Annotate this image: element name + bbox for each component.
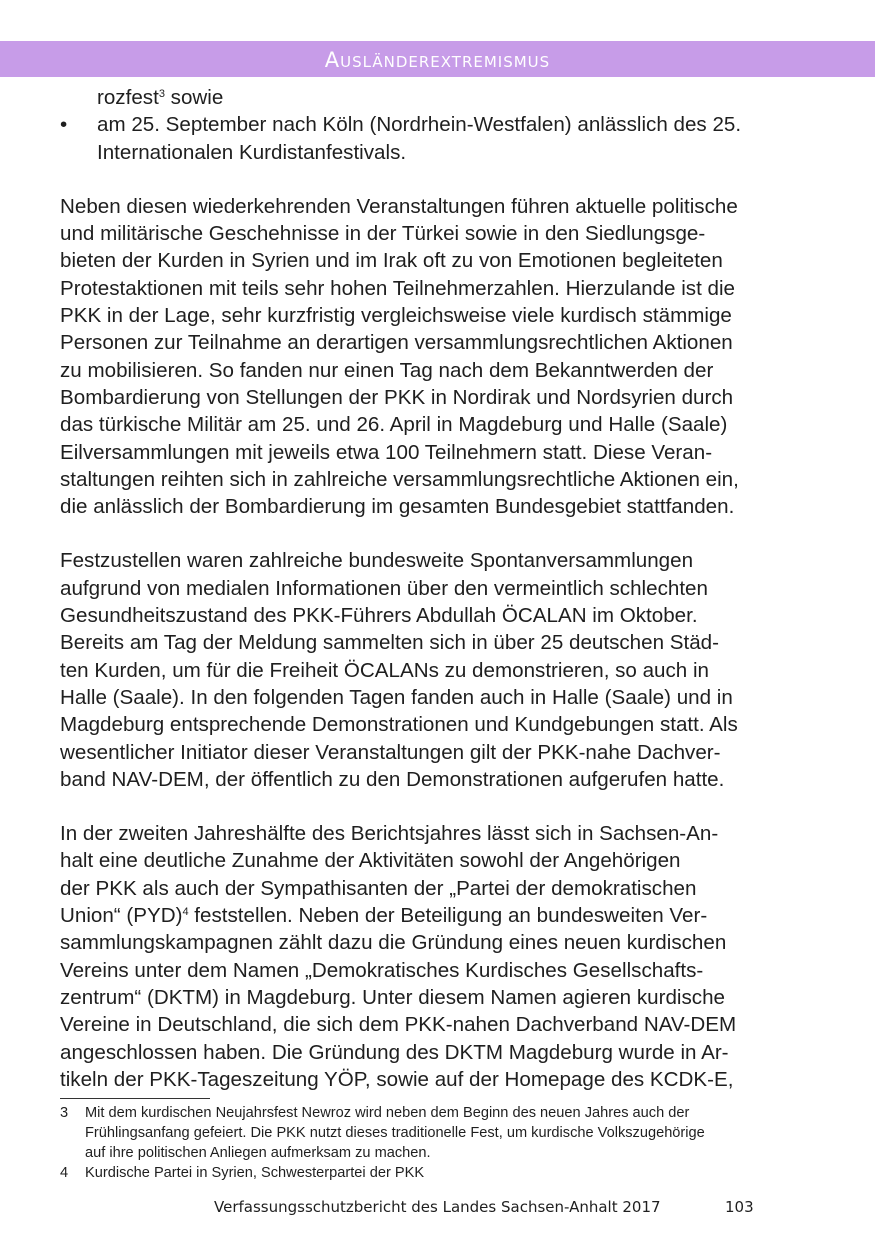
- text-line: ten Kurden, um für die Freiheit ÖCALANs zu demonstrieren, so auch in: [60, 658, 710, 682]
- footnote-ref-3: 3: [158, 88, 165, 100]
- page-number: 103: [725, 1198, 754, 1216]
- text-line: sammlungskampagnen zählt dazu die Gründung eines neuen kurdischen: [60, 931, 727, 955]
- paragraph-2: [60, 547, 818, 793]
- footnote-number: 3: [60, 1105, 69, 1121]
- bullet-icon: •: [60, 113, 68, 137]
- page-footer: [0, 1196, 875, 1218]
- text-line: Protestaktionen mit teils sehr hohen Teilnehmerzahlen. Hierzulande ist die: [60, 276, 736, 300]
- text-line: Eilversammlungen mit jeweils etwa 100 Teilnehmern statt. Diese Veran-: [60, 440, 713, 464]
- text-line: Vereine in Deutschland, die sich dem PKK-nahen Dachverband NAV-DEM: [60, 1013, 737, 1037]
- footnote-ref-4: 4: [182, 906, 189, 919]
- section-header-banner: [0, 41, 875, 77]
- text-line: Union“ (PYD)$^4$ feststellen. Neben der Beteiligung an bundesweiten Ver-: [60, 904, 708, 928]
- text-line: tikeln der PKK-Tageszeitung YÖP, sowie auf der Homepage des KCDK-E,: [60, 1067, 734, 1091]
- text-line: Bombardierung von Stellungen der PKK in Nordirak und Nordsyrien durch: [60, 385, 734, 409]
- text-line: Neben diesen wiederkehrenden Veranstaltungen führen aktuelle politische: [60, 194, 738, 218]
- text-line: Personen zur Teilnahme an derartigen versammlungsrechtlichen Aktionen: [60, 331, 733, 355]
- footer-title: Verfassungsschutzbericht des Landes Sachsen-Anhalt 2017: [214, 1198, 661, 1216]
- text-line: zu mobilisieren. So fanden nur einen Tag nach dem Bekanntwerden der: [60, 358, 714, 382]
- text-line: PKK in der Lage, sehr kurzfristig vergleichsweise viele kurdisch stämmige: [60, 304, 732, 328]
- footnote-line: Mit dem kurdischen Neujahrsfest Newroz wird neben dem Beginn des neuen Jahres auch der: [85, 1105, 690, 1121]
- footnote-line: Kurdische Partei in Syrien, Schwesterpartei der PKK: [85, 1165, 425, 1181]
- footnote-number: 4: [60, 1165, 69, 1181]
- text-line: bieten der Kurden in Syrien und im Irak oft zu von Emotionen begleiteten: [60, 249, 723, 273]
- footnote-3: [60, 1103, 820, 1163]
- body-text: [60, 84, 818, 1093]
- text-line: Internationalen Kurdistanfestivals.: [97, 140, 407, 164]
- footnote-4: [60, 1163, 820, 1183]
- text-line: In der zweiten Jahreshälfte des Berichtsjahres lässt sich in Sachsen-An-: [60, 822, 719, 846]
- text-line: die anlässlich der Bombardierung im gesamten Bundesgebiet stattfanden.: [60, 495, 735, 519]
- text-line: staltungen reihten sich in zahlreiche versammlungsrechtliche Aktionen ein,: [60, 467, 739, 491]
- text-line: aufgrund von medialen Informationen über den vermeintlich schlechten: [60, 576, 708, 600]
- text-line: angeschlossen haben. Die Gründung des DKTM Magdeburg wurde in Ar-: [60, 1040, 729, 1064]
- text-line: und militärische Geschehnisse in der Türkei sowie in den Siedlungsge-: [60, 222, 706, 246]
- text-line: Bereits am Tag der Meldung sammelten sich in über 25 deutschen Städ-: [60, 631, 719, 655]
- text-line: Festzustellen waren zahlreiche bundesweite Spontanversammlungen: [60, 549, 694, 573]
- text-line: Vereins unter dem Namen „Demokratisches Kurdisches Gesellschafts-: [60, 958, 704, 982]
- text-line: wesentlicher Initiator dieser Veranstaltungen gilt der PKK-nahe Dachver-: [60, 740, 721, 764]
- text-line: das türkische Militär am 25. und 26. April in Magdeburg und Halle (Saale): [60, 413, 728, 437]
- section-title: Ausländerextremismus: [324, 48, 551, 72]
- text-line: am 25. September nach Köln (Nordrhein-Westfalen) anlässlich des 25.: [97, 113, 742, 137]
- footnote-line: Frühlingsanfang gefeiert. Die PKK nutzt dieses traditionelle Fest, um kurdische Volkszugehörige: [85, 1125, 705, 1141]
- paragraph-3: [60, 820, 818, 1093]
- footnote-divider: [60, 1098, 210, 1099]
- bullet-continuation: rozfest$^3$ sowie: [97, 86, 224, 109]
- text-line: Halle (Saale). In den folgenden Tagen fanden auch in Halle (Saale) und in: [60, 685, 733, 709]
- text-line: zentrum“ (DKTM) in Magdeburg. Unter diesem Namen agieren kurdische: [60, 985, 725, 1009]
- text-line: band NAV-DEM, der öffentlich zu den Demonstrationen aufgerufen hatte.: [60, 767, 725, 791]
- text-line: halt eine deutliche Zunahme der Aktivitäten sowohl der Angehörigen: [60, 849, 681, 873]
- paragraph-1: [60, 193, 818, 521]
- text-line: der PKK als auch der Sympathisanten der „Partei der demokratischen: [60, 876, 697, 900]
- text-line: Magdeburg entsprechende Demonstrationen und Kundgebungen statt. Als: [60, 713, 738, 737]
- footnotes: [60, 1103, 820, 1183]
- footnote-line: auf ihre politischen Anliegen aufmerksam zu machen.: [85, 1145, 431, 1161]
- bullet-item: [60, 111, 818, 166]
- text-line: Gesundheitszustand des PKK-Führers Abdullah ÖCALAN im Oktober.: [60, 604, 698, 628]
